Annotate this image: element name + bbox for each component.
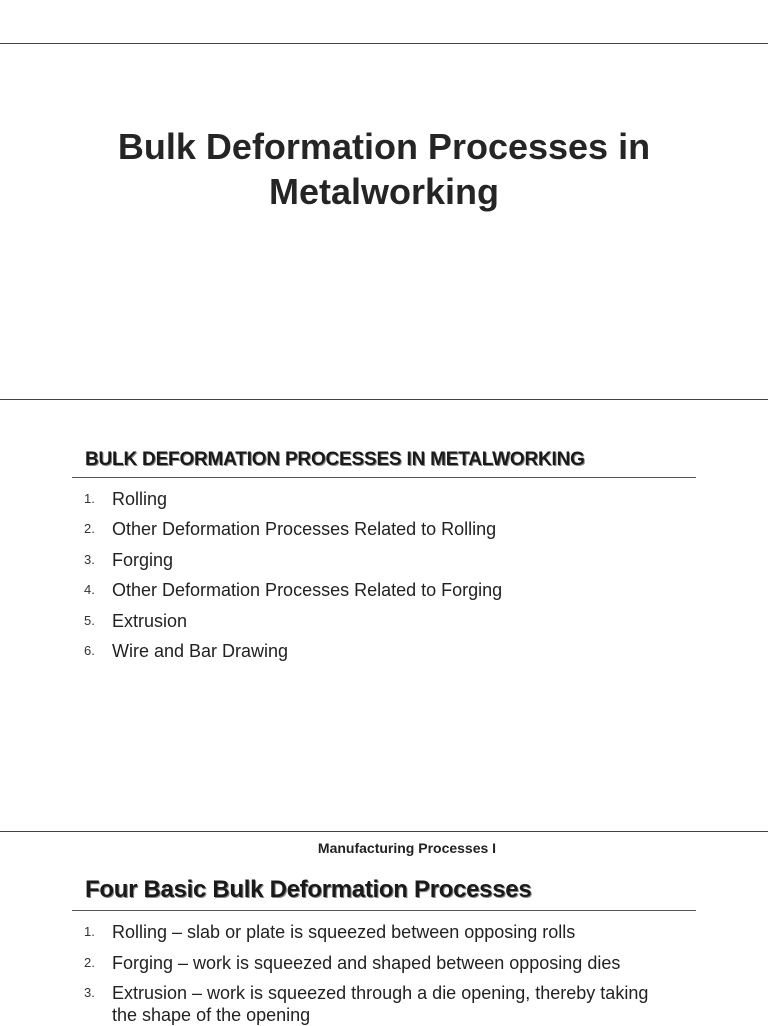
list-item-number: 4.: [84, 582, 95, 598]
list-item-text: Forging – work is squeezed and shaped between opposing dies: [112, 952, 621, 973]
list-item-text: Rolling: [112, 489, 168, 509]
slide2-heading: BULK DEFORMATION PROCESSES IN METALWORKING: [85, 449, 585, 470]
list-item-text: Extrusion: [112, 610, 188, 631]
slide-footer: Manufacturing Processes I: [317, 840, 497, 856]
slide-divider-1: [0, 399, 768, 400]
list-item-text: Wire and Bar Drawing: [112, 640, 289, 661]
list-item-number: 2.: [84, 521, 95, 537]
slide3-heading: Four Basic Bulk Deformation Processes: [85, 876, 532, 903]
slide1-title: Bulk Deformation Processes in Metalworking: [117, 126, 651, 212]
list-item-text: Other Deformation Processes Related to Rolling: [112, 519, 497, 540]
list-item-text: Rolling – slab or plate is squeezed between opposing rolls: [112, 922, 576, 942]
list-item-number: 3.: [84, 985, 95, 1000]
list-item-text: Extrusion – work is squeezed through a die opening, thereby taking the shape of the opening: [112, 983, 649, 1025]
list-item-number: 6.: [84, 642, 95, 658]
slide-divider-2: [0, 831, 768, 832]
list-item-number: 2.: [84, 954, 95, 970]
list-item-number: 1.: [84, 491, 95, 506]
slide2-heading-rule: [72, 477, 696, 478]
list-item-number: 3.: [84, 551, 95, 567]
list-item-number: 1.: [84, 924, 95, 939]
slide-divider-top: [0, 43, 768, 44]
list-item-number: 5.: [84, 612, 95, 628]
list-item-text: Other Deformation Processes Related to Forging: [112, 580, 503, 601]
slide3-heading-rule: [72, 910, 696, 911]
list-item-text: Forging: [112, 549, 174, 570]
